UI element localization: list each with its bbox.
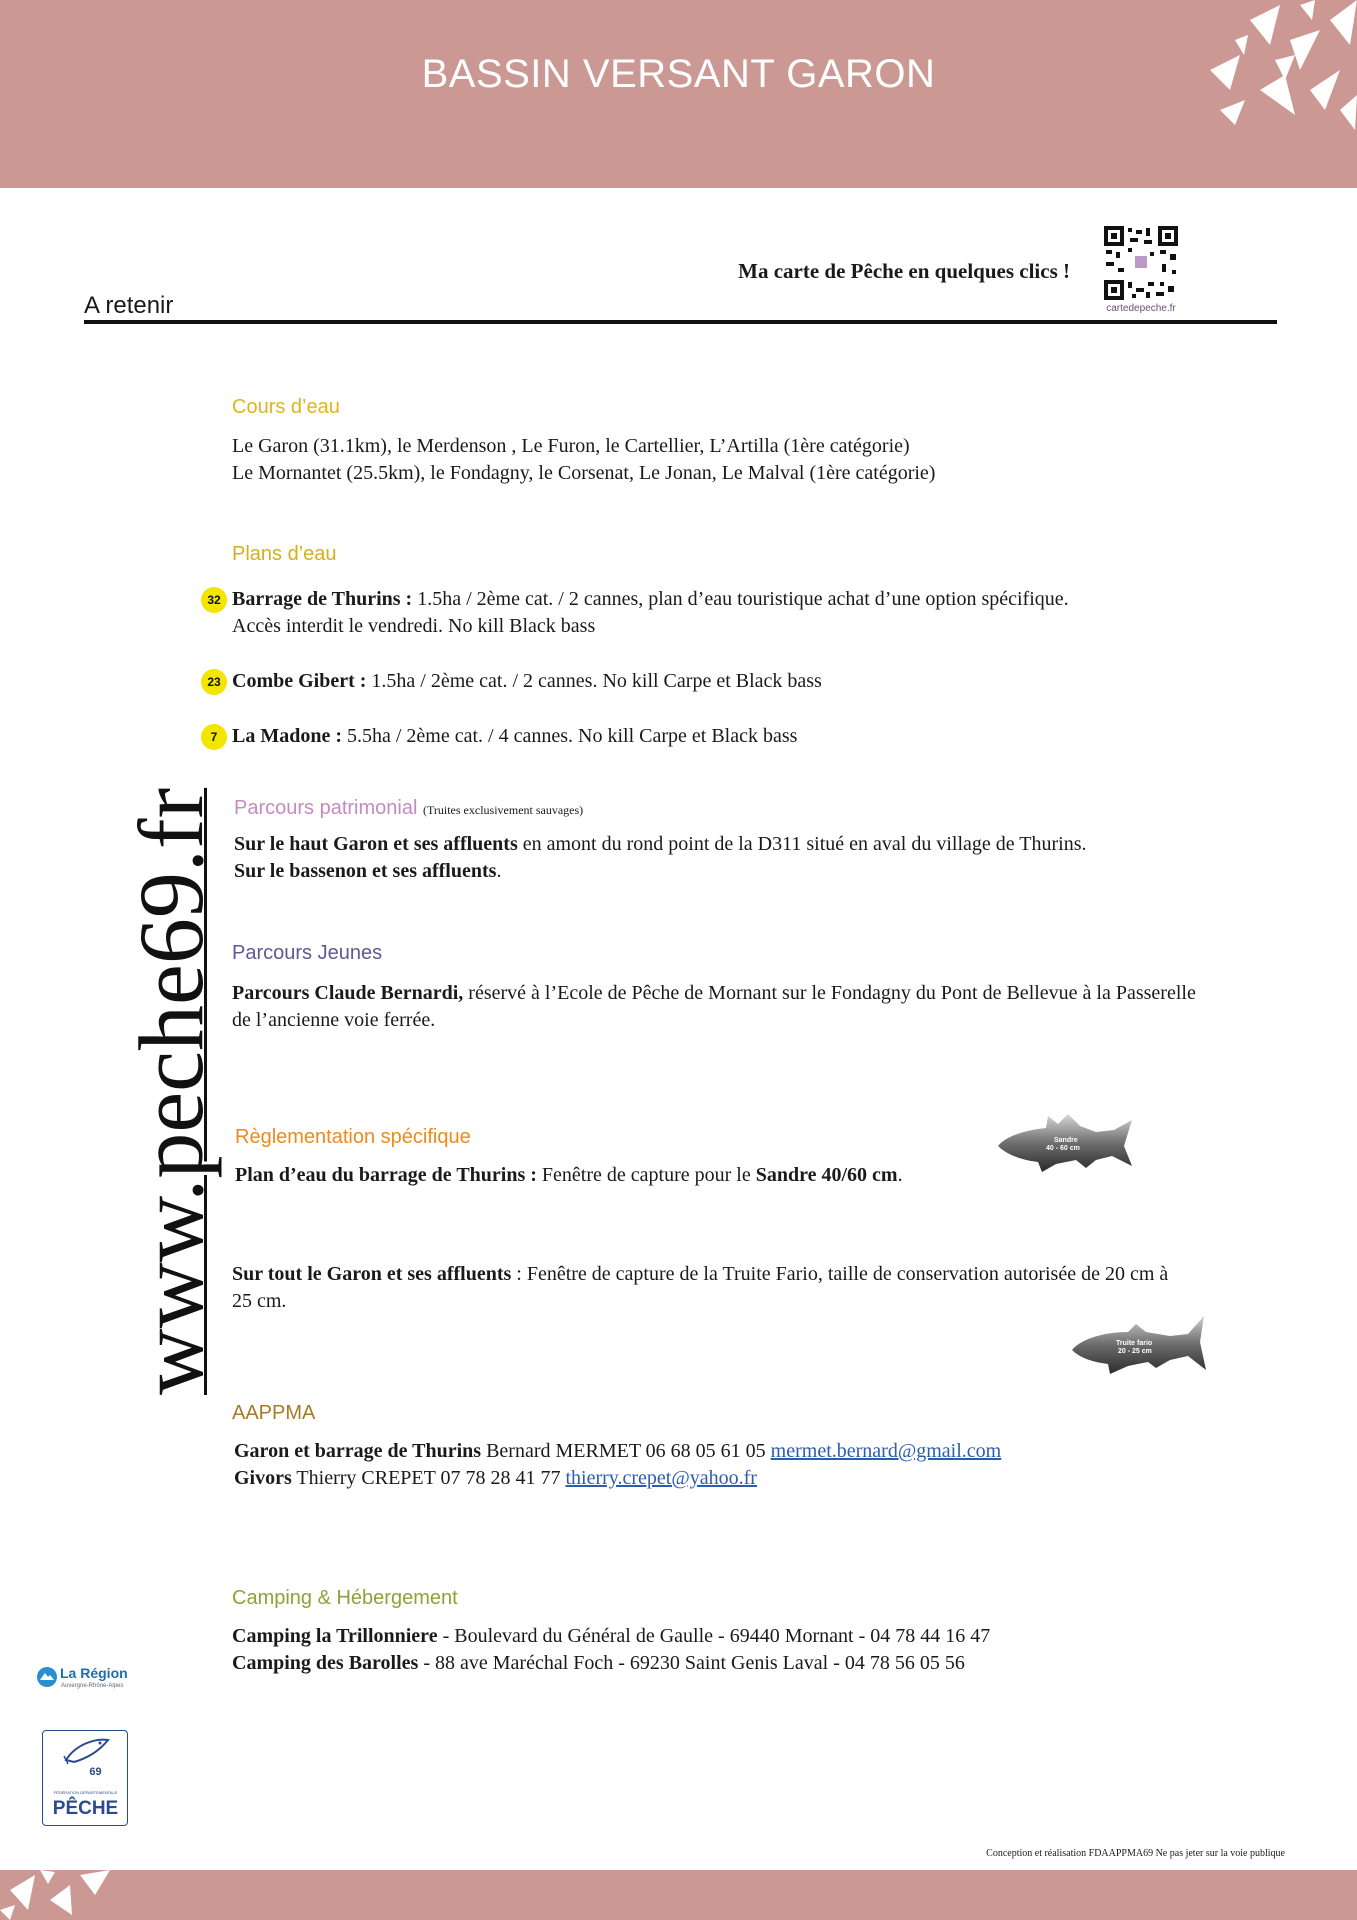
reglementation-bold-1b: Sandre 40/60 cm (755, 1164, 898, 1186)
camping-line-2 (232, 1650, 965, 1677)
region-subtitle: Auvergne-Rhône-Alpes (61, 1683, 124, 1689)
footer-credits: Conception et réalisation FDAAPPMA69 Ne pas jeter sur la voie publique (986, 1848, 1285, 1859)
aappma-details-2: Thierry CREPET 07 78 28 41 77 (291, 1467, 566, 1489)
cours-line-1: Le Garon (31.1km), le Merdenson , Le Furon, le Cartellier, L’Artilla (1ère catégorie) (232, 435, 910, 457)
patrimonial-text-1: en amont du rond point de la D311 situé en aval du village de Thurins. (517, 833, 1087, 855)
aappma-contact-2 (234, 1465, 757, 1492)
plan-details: 1.5ha / 2ème cat. / 2 cannes. No kill Carpe et Black bass (366, 670, 822, 692)
website-url[interactable]: www.peche69.fr (120, 787, 222, 1395)
qr-caption: cartedepeche.fr (1106, 303, 1176, 314)
aappma-heading: AAPPMA (232, 1402, 316, 1424)
divider (84, 320, 1277, 324)
sandre-size: 40 - 60 cm (1046, 1145, 1080, 1152)
patrimonial-bold-1: Sur le haut Garon et ses affluents (234, 833, 518, 855)
sandre-name: Sandre (1054, 1137, 1078, 1144)
federation-label: FÉDÉRATION DÉPARTEMENTALE (53, 1790, 118, 1795)
jeunes-line-1 (232, 980, 1292, 1007)
sandre-fish-icon (996, 1110, 1136, 1176)
plan-details: 1.5ha / 2ème cat. / 2 cannes, plan d’eau touristique achat d’une option spécifique. (412, 588, 1069, 610)
reglementation-line-3: 25 cm. (232, 1290, 287, 1312)
reglementation-line-1 (235, 1162, 903, 1189)
federation-name: PÊCHE (52, 1798, 119, 1819)
truite-name: Truite fario (1116, 1340, 1153, 1347)
truite-size: 20 - 25 cm (1118, 1348, 1152, 1355)
plan-item-la-madone (232, 723, 797, 750)
patrimonial-heading (234, 797, 583, 820)
aappma-name-2: Givors (234, 1467, 292, 1489)
plan-details-2: Accès interdit le vendredi. No kill Black bass (232, 615, 596, 637)
email-link-mermet[interactable]: mermet.bernard@gmail.com (770, 1440, 1002, 1462)
plans-heading: Plans d’eau (232, 543, 337, 565)
camping-heading: Camping & Hébergement (232, 1587, 458, 1609)
jeunes-line-2: de l’ancienne voie ferrée. (232, 1009, 436, 1031)
badge-7: 7 (201, 724, 227, 750)
reglementation-bold-2: Sur tout le Garon et ses affluents (232, 1263, 512, 1285)
patrimonial-line-1 (234, 831, 1087, 858)
footer-band (0, 1870, 1357, 1920)
region-logo-icon (36, 1666, 58, 1688)
badge-23: 23 (201, 669, 227, 695)
aappma-name-1: Garon et barrage de Thurins (234, 1440, 482, 1462)
plan-name: La Madone : (232, 725, 342, 747)
patrimonial-text-2: . (496, 860, 502, 882)
camping-details-1: - Boulevard du Général de Gaulle - 69440 Mornant - 04 78 44 16 47 (437, 1625, 991, 1647)
aappma-contact-1 (234, 1438, 1001, 1465)
jeunes-text: réservé à l’Ecole de Pêche de Mornant sur le Fondagny du Pont de Bellevue à la Passerelle (463, 982, 1196, 1004)
cours-line-2: Le Mornantet (25.5km), le Fondagny, le Corsenat, Le Jonan, Le Malval (1ère catégorie) (232, 462, 936, 484)
plan-name: Barrage de Thurins : (232, 588, 413, 610)
reglementation-text-1b: . (897, 1164, 903, 1186)
reglementation-text-1: Fenêtre de capture pour le (536, 1164, 756, 1186)
aappma-details-1: Bernard MERMET 06 68 05 61 05 (481, 1440, 771, 1462)
plan-item-combe-gibert (232, 668, 822, 695)
patrimonial-note: (Truites exclusivement sauvages) (422, 803, 584, 817)
qr-tagline: Ma carte de Pêche en quelques clics ! (738, 259, 1070, 283)
patrimonial-line-2 (234, 858, 501, 885)
plan-name: Combe Gibert : (232, 670, 367, 692)
reglementation-heading: Règlementation spécifique (235, 1126, 471, 1148)
reglementation-text-2: : Fenêtre de capture de la Truite Fario, taille de conservation autorisée de 20 cm à (511, 1263, 1169, 1285)
federation-number: 69 (89, 1766, 102, 1778)
jeunes-heading: Parcours Jeunes (232, 942, 383, 964)
camping-name-2: Camping des Barolles (232, 1652, 419, 1674)
page-title: BASSIN VERSANT GARON (421, 52, 936, 96)
qr-code[interactable] (1104, 226, 1178, 300)
plan-item-barrage (232, 586, 1282, 613)
truite-fish-icon (1070, 1312, 1210, 1378)
reglementation-bold-1: Plan d’eau du barrage de Thurins : (235, 1164, 537, 1186)
patrimonial-bold-2: Sur le bassenon et ses affluents (234, 860, 497, 882)
shard-pattern-bottom (0, 1870, 120, 1920)
camping-name-1: Camping la Trillonniere (232, 1625, 438, 1647)
plan-details: 5.5ha / 2ème cat. / 4 cannes. No kill Carpe et Black bass (342, 725, 798, 747)
email-link-crepet[interactable]: thierry.crepet@yahoo.fr (565, 1467, 757, 1489)
cours-heading: Cours d’eau (232, 396, 340, 418)
camping-details-2: - 88 ave Maréchal Foch - 69230 Saint Genis Laval - 04 78 56 05 56 (418, 1652, 965, 1674)
badge-32: 32 (201, 587, 227, 613)
reglementation-line-2 (232, 1261, 1292, 1288)
retain-title: A retenir (84, 292, 174, 319)
fish-logo-icon (62, 1734, 112, 1770)
shard-pattern-top (1200, 0, 1357, 135)
camping-line-1 (232, 1623, 990, 1650)
patrimonial-title: Parcours patrimonial (234, 797, 418, 819)
jeunes-bold: Parcours Claude Bernardi, (232, 982, 464, 1004)
region-name: La Région (60, 1665, 128, 1681)
